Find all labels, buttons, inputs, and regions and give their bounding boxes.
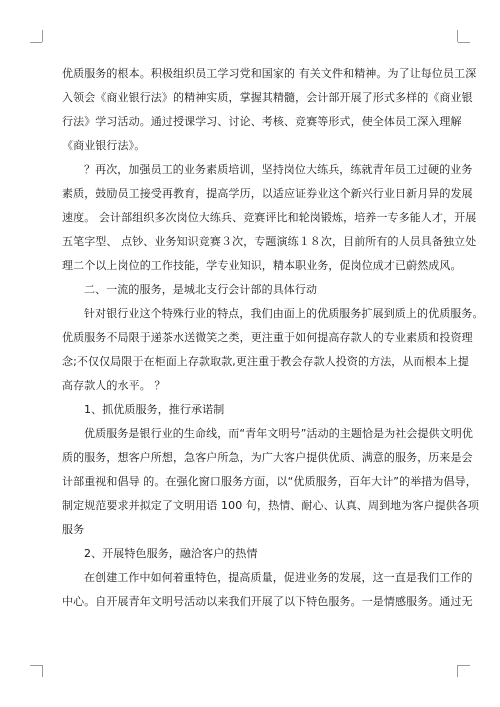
crop-mark-bottom-left-v — [42, 665, 43, 677]
paragraph — [62, 158, 477, 278]
text-line: 优质服务的根本。积极组织员工学习党和国家的 有关文件和精神。为了让每位员工深 — [62, 67, 477, 80]
text-line: 五笔字型、 点钞、业务知识竞赛３次，专题演练１８次，目前所有的人员具备独立处 — [62, 235, 477, 248]
crop-mark-bottom-left-h — [30, 665, 42, 666]
section-heading — [62, 542, 442, 566]
text-line: 质的服务，想客户所想，急客户所急，为广大客户提供优质、满意的服务，历来是会 — [62, 451, 473, 464]
crop-mark-bottom-right-h — [458, 665, 470, 666]
text-line: 针对银行业这个特殊行业的特点，我们由面上的优质服务扩展到质上的优质服务。 — [84, 307, 484, 320]
text-line: 优质服务不局限于递茶水送微笑之类，更注重于如何提高存款人的专业素质和投资理 — [62, 331, 473, 344]
text-line: 2、开展特色服务，融洽客户的热情 — [84, 547, 258, 560]
text-line: 《商业银行法》。 — [62, 139, 146, 152]
crop-mark-top-right-h — [458, 42, 470, 43]
paragraph — [62, 302, 484, 398]
text-line: 入领会《商业银行法》的精神实质，掌握其精髓，会计部开展了形式多样的《商业银 — [62, 91, 473, 104]
text-line: 1、抓优质服务，推行承诺制 — [84, 403, 225, 416]
text-line: 素质，鼓励员工接受再教育，提高学历，以适应证券业这个新兴行业日新月异的发展 — [62, 187, 473, 200]
crop-mark-top-left-h — [30, 42, 42, 43]
text-line: 计部重视和倡导 的。在强化窗口服务方面，以“优质服务，百年大计”的举措为倡导， — [62, 475, 477, 488]
text-line: 优质服务是银行业的生命线，而“青年文明号”活动的主题恰是为社会提供文明优 — [84, 427, 473, 440]
text-line: 行法》学习活动。通过授课学习、讨论、考核、竞赛等形式，使全体员工深入理解 — [62, 115, 462, 128]
crop-mark-top-left-v — [42, 30, 43, 42]
text-line: ？再次，加强员工的业务素质培训，坚持岗位大练兵，练就青年员工过硬的业务 — [84, 163, 473, 176]
paragraph — [62, 422, 479, 542]
section-heading — [62, 398, 442, 422]
text-line: 在创建工作中如何着重特色，提高质量，促进业务的发展，这一直是我们工作的 — [84, 571, 473, 584]
document-body — [62, 62, 484, 614]
text-line: 速度。 会计部组织多次岗位大练兵、竞赛评比和轮岗锻炼，培养一专多能人才，开展 — [62, 211, 477, 224]
crop-mark-top-right-v — [457, 30, 458, 42]
text-line: 制定规范要求并拟定了文明用语 100 句，热情、耐心、认真、周到地为客户提供各项 — [62, 499, 479, 512]
paragraph — [62, 62, 477, 158]
text-line: 念;不仅仅局限于在柜面上存款取款,更注重于教会存款人投资的方法，从而根本上提 — [62, 355, 469, 368]
text-line: 中心。自开展青年文明号活动以来我们开展了以下特色服务。一是情感服务。通过无 — [62, 595, 473, 608]
text-line: 二、一流的服务，是城北支行会计部的具体行动 — [84, 283, 318, 296]
text-line: 高存款人的水平。 ？ — [62, 379, 166, 392]
section-heading — [62, 278, 442, 302]
text-line: 理二个以上岗位的工作技能，学专业知识，精本职业务，促岗位成才已蔚然成风。 — [62, 259, 462, 272]
crop-mark-bottom-right-v — [457, 665, 458, 677]
text-line: 服务 — [62, 523, 85, 536]
paragraph — [62, 566, 473, 614]
